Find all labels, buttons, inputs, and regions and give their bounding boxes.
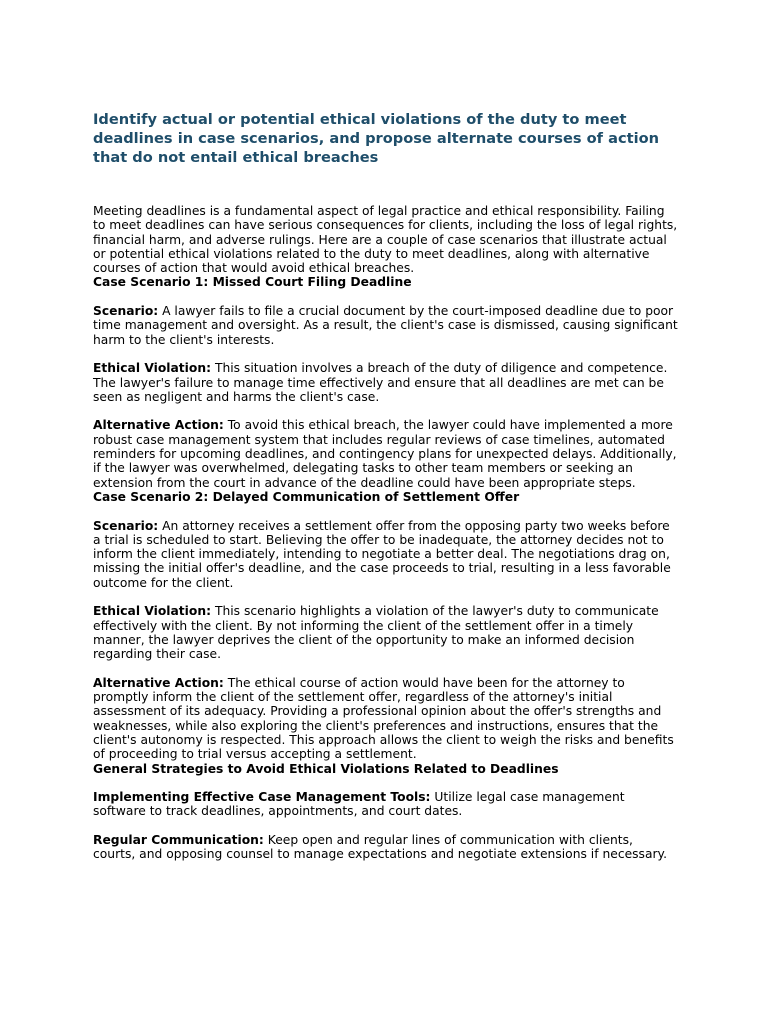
- document-title: Identify actual or potential ethical violations of the duty to meet deadlines in case scenarios, and propose alternate courses of action that do not entail ethical breaches: [93, 111, 659, 166]
- strategy-communication-label: Regular Communication:: [93, 833, 264, 848]
- strategy-communication-text: Keep open and regular lines of communication with clients, courts, and opposing counsel to manage expectations and negotiate extensions if necessary.: [93, 833, 667, 862]
- case1-action-text: To avoid this ethical breach, the lawyer could have implemented a more robust case management system that includes regular reviews of case timelines, automated reminders for upcoming deadlines, and contingency plans for unexpected delays. Additionally, if the lawyer was overwhelmed, delegating tasks to other team members or seeking an extension from the court in advance of the deadline could have been appropriate steps.: [93, 418, 677, 490]
- case2-scenario-label: Scenario:: [93, 518, 159, 533]
- strategy-tools-label: Implementing Effective Case Management Tools:: [93, 790, 431, 805]
- strategy-communication: [93, 833, 678, 862]
- case1-violation-text: This situation involves a breach of the duty of diligence and competence. The lawyer's failure to manage time effectively and ensure that all deadlines are met can be seen as negligent and harms the client's case.: [93, 361, 668, 404]
- case2-violation-label: Ethical Violation:: [93, 604, 212, 619]
- case2-scenario-text: An attorney receives a settlement offer from the opposing party two weeks before a trial is scheduled to start. Believing the offer to be inadequate, the attorney decides not to inform the client immediately, intending to negotiate a better deal. The negotiations drag on, missing the initial offer's deadline, and the case proceeds to trial, resulting in a less favorable outcome for the client.: [93, 518, 671, 590]
- case1-scenario: [93, 304, 678, 347]
- case1-violation: [93, 361, 678, 404]
- strategy-tools-text: Utilize legal case management software to track deadlines, appointments, and court dates.: [93, 790, 625, 819]
- case2-violation-text: This scenario highlights a violation of the lawyer's duty to communicate effectively with the client. By not informing the client of the settlement offer in a timely manner, the lawyer deprives the client of the opportunity to make an informed decision regarding their case.: [93, 604, 659, 662]
- case2-action-text: The ethical course of action would have been for the attorney to promptly inform the client of the settlement offer, regardless of the attorney's initial assessment of its adequacy. Providing a professional opinion about the offer's strengths and weaknesses, while also exploring the client's preferences and instructions, ensures that the client's autonomy is respected. This approach allows the client to weigh the risks and benefits of proceeding to trial versus accepting a settlement.: [93, 675, 674, 762]
- case2-heading: Case Scenario 2: Delayed Communication of Settlement Offer: [93, 489, 520, 504]
- case1-heading: Case Scenario 1: Missed Court Filing Deadline: [93, 275, 412, 290]
- strategy-tools: [93, 790, 678, 819]
- case1-scenario-text: A lawyer fails to file a crucial document by the court-imposed deadline due to poor time management and oversight. As a result, the client's case is dismissed, causing significant harm to the client's interests.: [93, 304, 678, 347]
- case2-action: [93, 676, 678, 762]
- case1-scenario-label: Scenario:: [93, 304, 159, 319]
- intro-paragraph: Meeting deadlines is a fundamental aspect of legal practice and ethical responsibility. Failing to meet deadlines can have serious consequences for clients, including the loss of legal rights, financial harm, and adverse rulings. Here are a couple of case scenarios that illustrate actual or potential ethical violations related to the duty to meet deadlines, along with alternative courses of action that would avoid ethical breaches.: [93, 204, 678, 276]
- strategies-heading: General Strategies to Avoid Ethical Violations Related to Deadlines: [93, 761, 559, 776]
- case1-action: [93, 418, 678, 489]
- case1-action-label: Alternative Action:: [93, 418, 224, 433]
- document-page: [93, 110, 678, 862]
- case1-violation-label: Ethical Violation:: [93, 361, 212, 376]
- case2-violation: [93, 604, 678, 661]
- case2-scenario: [93, 519, 678, 590]
- case2-action-label: Alternative Action:: [93, 675, 224, 690]
